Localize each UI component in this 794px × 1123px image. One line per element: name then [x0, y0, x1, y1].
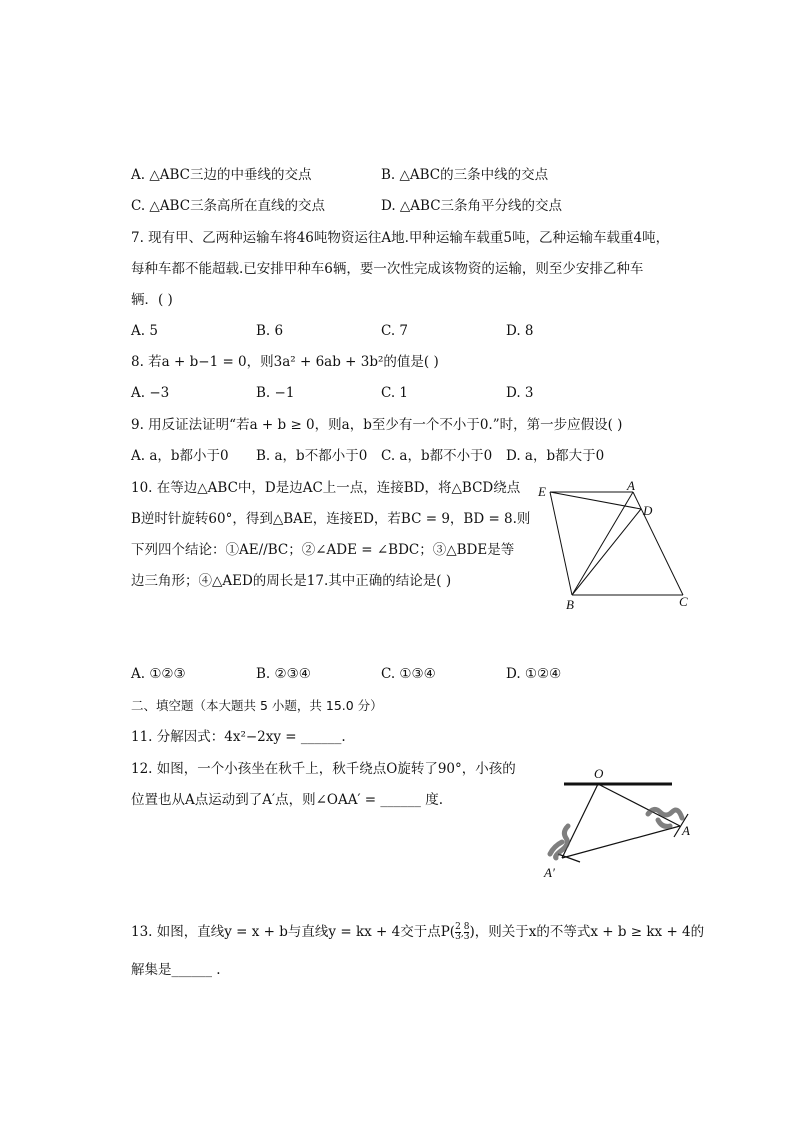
- q7-option-c: C. 7: [381, 323, 409, 339]
- q10-stem-line4: 边三角形；④△AED的周长是17.其中正确的结论是( ): [131, 573, 452, 589]
- section-2-title: 二、填空题（本大题共 5 小题，共 15.0 分）: [131, 698, 383, 713]
- q12-stem-line1: 12. 如图，一个小孩坐在秋千上，秋千绕点O旋转了90°，小孩的: [131, 761, 516, 777]
- rope-oa: [598, 784, 680, 826]
- q8-option-a: A. −3: [131, 385, 170, 401]
- segment-be: [550, 492, 572, 595]
- frac-x-numerator: 2: [455, 922, 461, 932]
- q13-fraction-separator: ,: [460, 929, 464, 939]
- q7-stem-line2: 每种车都不能超载.已安排甲种车6辆，要一次性完成该物资的运输，则至少安排乙种车: [131, 261, 644, 277]
- segment-bd: [572, 509, 641, 595]
- q10-option-c: C. ①③④: [381, 666, 436, 682]
- q13-stem-part1: 13. 如图，直线y = x + b与直线y = kx + 4交于点P(: [131, 924, 456, 940]
- segment-ac: [633, 492, 683, 595]
- label-e: E: [538, 484, 546, 499]
- q8-option-b: B. −1: [256, 385, 295, 401]
- seat-a-prime: [558, 854, 580, 862]
- q12-swing-figure: [532, 762, 698, 884]
- q10-triangle-figure: [530, 478, 700, 618]
- q7-stem-line1: 7. 现有甲、乙两种运输车将46吨物资运往A地.甲种运输车载重5吨，乙种运输车载重4吨，: [131, 230, 670, 246]
- q13-stem-line1: [131, 923, 704, 943]
- frac-y-denominator: 3: [463, 932, 470, 942]
- q10-option-a: A. ①②③: [131, 666, 186, 682]
- q8-stem: 8. 若a + b−1 = 0，则3a² + 6ab + 3b²的值是( ): [131, 354, 439, 370]
- label-o: O: [594, 766, 604, 781]
- label-a: A: [682, 823, 690, 838]
- q9-option-d: D. a，b都大于0: [506, 448, 605, 464]
- q6-option-d: D. △ABC三条角平分线的交点: [381, 198, 563, 214]
- segment-ab: [572, 492, 633, 595]
- q10-stem-line1: 10. 在等边△ABC中，D是边AC上一点，连接BD，将△BCD绕点: [131, 480, 521, 496]
- q12-stem-line2: 位置也从A点运动到了A′点，则∠OAA′ = ______ 度.: [131, 792, 443, 808]
- q9-option-a: A. a，b都小于0: [131, 448, 229, 464]
- q11-stem: 11. 分解因式：4x²−2xy = ______.: [131, 729, 346, 745]
- q7-option-b: B. 6: [256, 323, 284, 339]
- q8-option-d: D. 3: [506, 385, 534, 401]
- q10-stem-line2: B逆时针旋转60°，得到△BAE，连接ED，若BC = 9，BD = 8.则: [131, 511, 531, 527]
- q8-option-c: C. 1: [381, 385, 409, 401]
- q9-option-c: C. a，b都不小于0: [381, 448, 493, 464]
- frac-x-denominator: 3: [455, 932, 461, 942]
- label-a-prime: A′: [544, 865, 555, 880]
- q6-option-b: B. △ABC的三条中线的交点: [381, 167, 549, 183]
- child-figure-a-prime: [550, 826, 568, 858]
- q10-option-d: D. ①②④: [506, 666, 562, 682]
- label-a: A: [627, 478, 635, 493]
- label-c: C: [679, 594, 688, 609]
- frac-y-numerator: 8: [463, 922, 470, 932]
- q6-option-a: A. △ABC三边的中垂线的交点: [131, 167, 312, 183]
- q10-stem-line3: 下列四个结论：①AE//BC；②∠ADE = ∠BDC；③△BDE是等: [131, 542, 515, 558]
- segment-aa-prime: [562, 826, 680, 858]
- q9-stem: 9. 用反证法证明“若a + b ≥ 0，则a，b至少有一个不小于0.”时，第一步应假设( ): [131, 417, 623, 433]
- q13-stem-part2: )，则关于x的不等式x + b ≥ kx + 4的: [469, 924, 705, 940]
- label-d: D: [643, 503, 653, 518]
- q7-option-d: D. 8: [506, 323, 534, 339]
- q7-stem-line3: 辆．( ): [131, 292, 173, 308]
- q6-option-c: C. △ABC三条高所在直线的交点: [131, 198, 326, 214]
- q7-option-a: A. 5: [131, 323, 158, 339]
- q13-stem-line2: 解集是______ .: [131, 962, 221, 978]
- q9-option-b: B. a，b不都小于0: [256, 448, 368, 464]
- q10-option-b: B. ②③④: [256, 666, 311, 682]
- segment-ed: [550, 492, 641, 509]
- label-b: B: [566, 597, 574, 612]
